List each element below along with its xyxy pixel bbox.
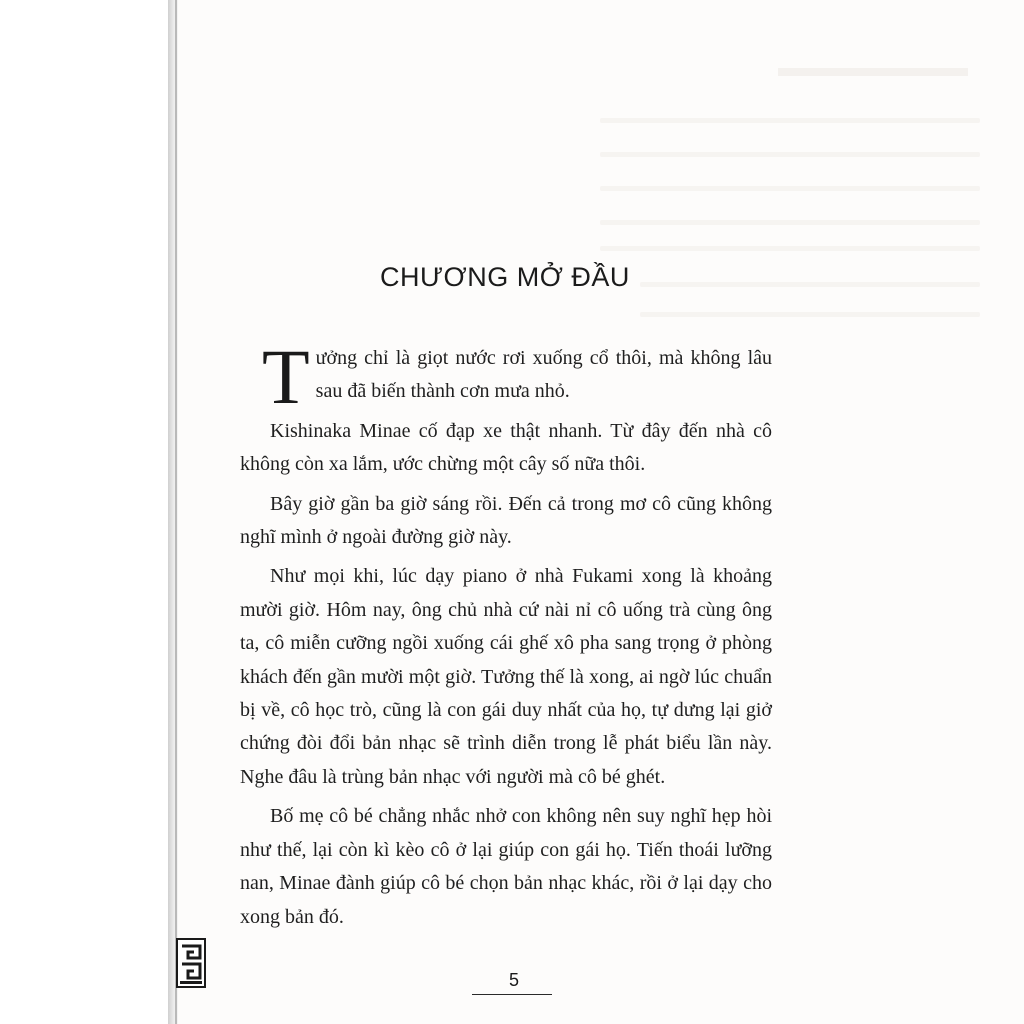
page-number: 5 <box>508 970 519 990</box>
paragraph-1-text: ưởng chỉ là giọt nước rơi xuống cổ thôi, mà không lâu sau đã biến thành cơn mưa nhỏ. <box>315 347 772 403</box>
paragraph-4: Như mọi khi, lúc dạy piano ở nhà Fukami xong là khoảng mười giờ. Hôm nay, ông chủ nhà cứ nài nỉ cô uống trà cùng ông ta, cô miễn cưỡng ngồi xuống cái ghế xô pha sang trọng ở phòng khách đến gần mười một giờ. Tưởng thế là xong, ai ngờ lúc chuẩn bị về, cô học trò, cũng là con gái duy nhất của họ, tự dưng lại giở chứng đòi đổi bản nhạc sẽ trình diễn trong lễ phát biểu lần này. Nghe đâu là trùng bản nhạc với người mà cô bé ghét. <box>240 565 772 788</box>
drop-cap-letter: T <box>262 333 310 420</box>
binding-gutter-line <box>175 0 177 1024</box>
bleed-through-line <box>600 186 980 191</box>
publisher-logo-icon <box>176 938 206 988</box>
chapter-title: CHƯƠNG MỞ ĐẦU <box>380 262 630 292</box>
paragraph-5: Bố mẹ cô bé chẳng nhắc nhở con không nên suy nghĩ hẹp hòi như thế, lại còn kì kèo cô ở lại giúp con gái họ. Tiến thoái lưỡng nan, Minae đành giúp cô bé chọn bản nhạc khác, rồi ở lại dạy cho xong bản đó. <box>240 805 772 928</box>
chapter-body <box>240 333 772 940</box>
bleed-through-header <box>778 68 968 76</box>
bleed-through-line <box>640 282 980 287</box>
paragraph-3: Bây giờ gần ba giờ sáng rồi. Đến cả trong mơ cô cũng không nghĩ mình ở ngoài đường giờ này. <box>240 492 772 549</box>
page-number-underline <box>472 994 552 995</box>
bleed-through-line <box>640 312 980 317</box>
bleed-through-line <box>600 118 980 123</box>
bleed-through-line <box>600 152 980 157</box>
paragraph-1 <box>240 333 772 420</box>
paragraph-2: Kishinaka Minae cố đạp xe thật nhanh. Từ đây đến nhà cô không còn xa lắm, ước chừng một cây số nữa thôi. <box>240 419 772 476</box>
bleed-through-line <box>600 220 980 225</box>
bleed-through-line <box>600 246 980 251</box>
